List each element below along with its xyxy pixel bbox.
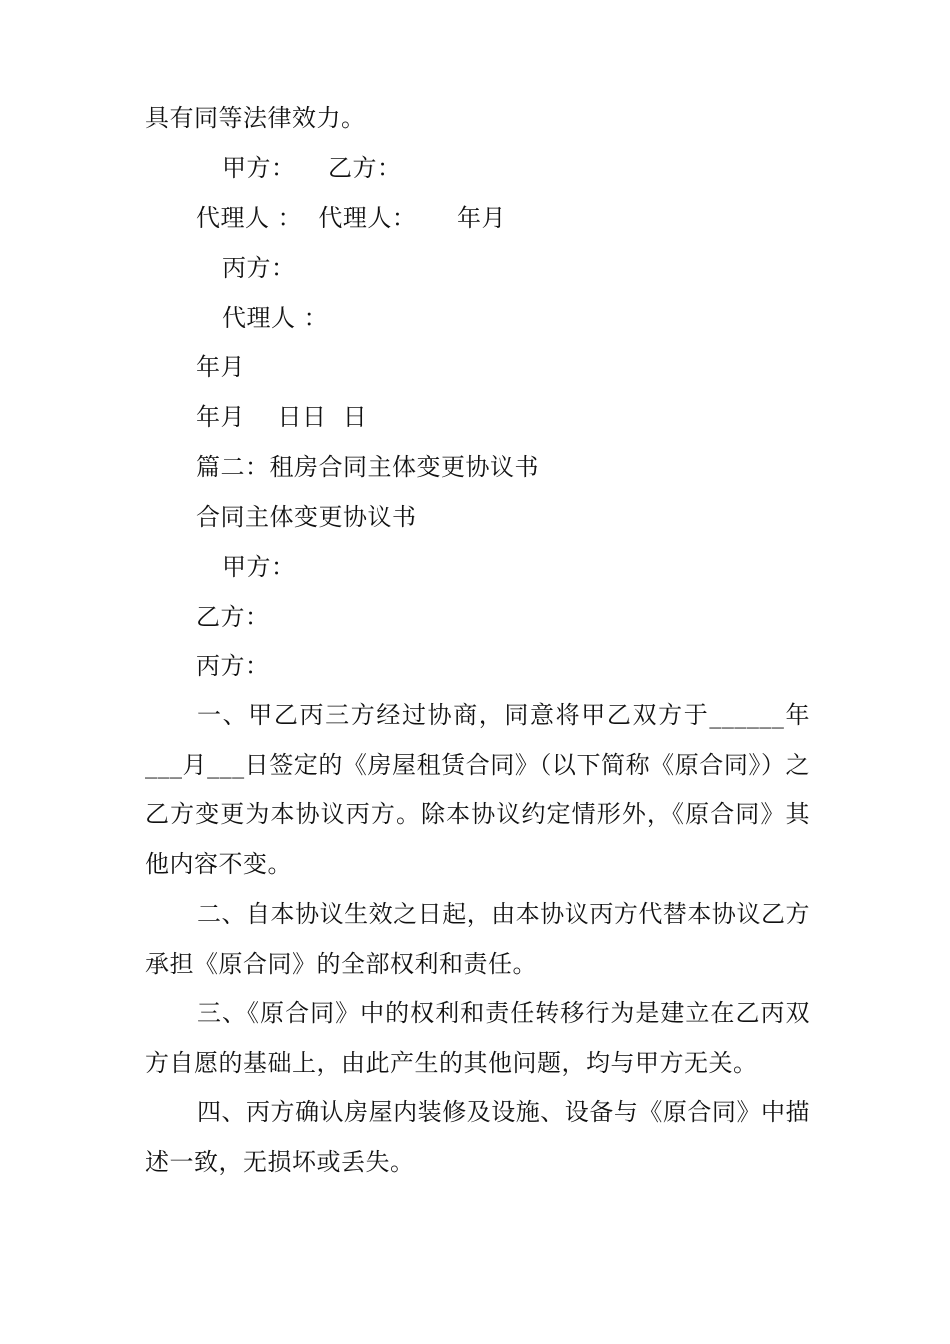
text-line-party-b: 乙方： (196, 603, 270, 631)
text-line-date-2: 年月 日日 日 (196, 403, 368, 431)
text-line-agents-date: 代理人 ： 代理人： 年月 (196, 204, 507, 232)
text-line-date-1: 年月 (196, 353, 245, 381)
document-title: 合同主体变更协议书 (196, 503, 417, 531)
text-line-effect: 具有同等法律效力。 (145, 104, 366, 132)
text-line-party-a-b-signature: 甲方： 乙方： (222, 154, 402, 182)
text-line-party-c-signature: 丙方： (222, 254, 296, 282)
section-heading: 篇二：租房合同主体变更协议书 (196, 453, 539, 481)
clause-2: 二、自本协议生效之日起，由本协议丙方代替本协议乙方承担《原合同》的全部权利和责任。 (145, 900, 810, 978)
text-line-party-a: 甲方： (222, 553, 296, 581)
clause-4: 四、丙方确认房屋内装修及设施、设备与《原合同》中描述一致，无损坏或丢失。 (145, 1098, 810, 1176)
clause-1: 一、甲乙丙三方经过协商，同意将甲乙双方于______年___月___日签定的《房屋租赁合同》（以下简称《原合同》）之乙方变更为本协议丙方。除本协议约定情形外，《原合同》其他内容不变。 (145, 701, 810, 878)
text-line-party-c: 丙方： (196, 652, 270, 680)
clause-3: 三、《原合同》中的权利和责任转移行为是建立在乙丙双方自愿的基础上，由此产生的其他问题，均与甲方无关。 (145, 999, 810, 1077)
text-line-party-c-agent: 代理人 ： (222, 304, 329, 332)
